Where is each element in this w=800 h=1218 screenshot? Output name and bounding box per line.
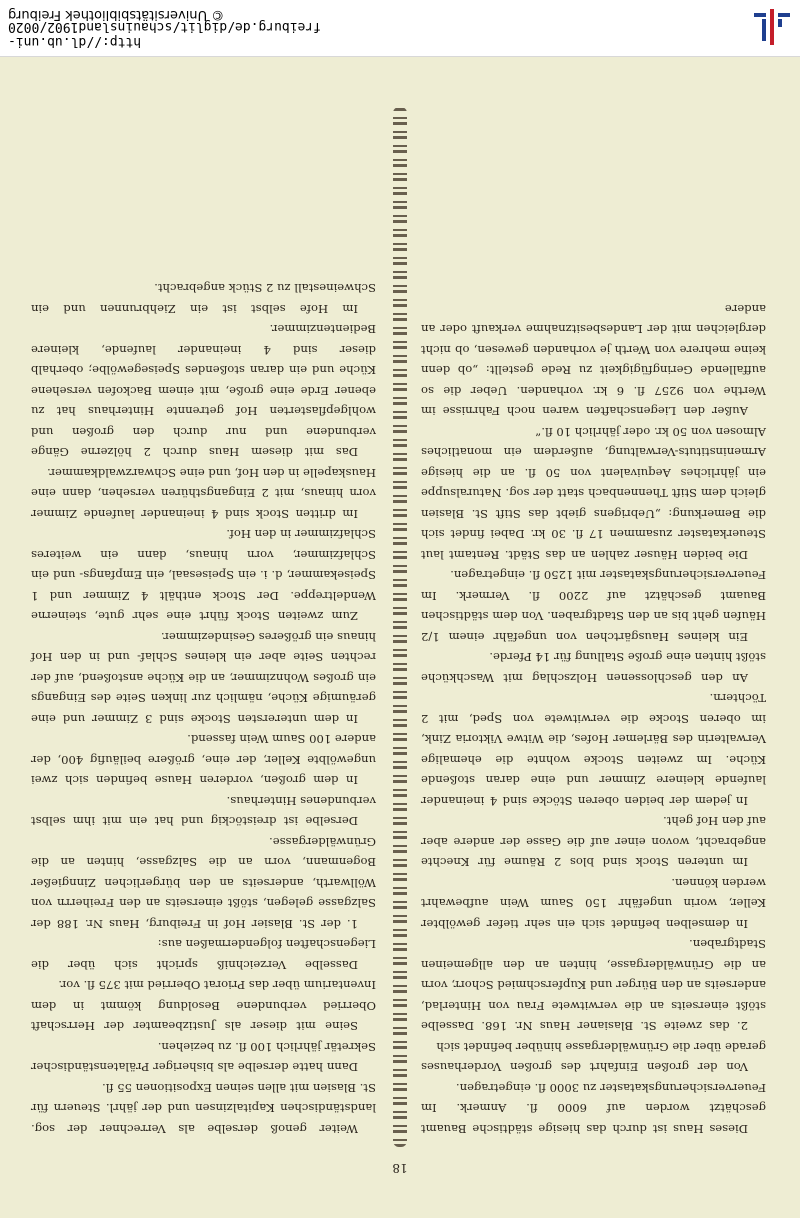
viewer-header	[0, 0, 800, 57]
paragraph: In dem großen, vorderen Hause befinden sich zwei ungewölbte Keller, der eine, größere beiläufig 400, der andere 100 Saum Wein fassend.	[31, 732, 376, 788]
paragraph: Zum zweiten Stock führt eine sehr gute, steinerne Wendeltreppe. Der Stock enthält 4 Zimmer und 1 Speisekammer, d. i. ein Speisesaal, ein Empfangs- und ein Schlafzimmer, vorn hinaus, dann ein weiteres Schlafzimmer in den Hof.	[31, 527, 376, 624]
paragraph: 2. das zweite St. Blasianer Haus Nr. 168. Dasselbe stößt einerseits an die verwitwete Frau von Hinterlad, anderseits an den Bürger und Kupferschmied Schorr, vorn an die Grünwäldergasse, hinten an den allgemeinen Stadtgraben.	[421, 937, 766, 1034]
paragraph: Dieses Haus ist durch das hiesige städtische Bauamt geschätzt worden auf 6000 fl. Anmerk. Im Feuerversicherungskataster zu 3000 fl. eingetragen.	[421, 1081, 766, 1136]
paragraph: Seine mit dieser als Justizbeamter der Herrschaft Oberried verbundene Besoldung kömmt in dem Inventarium über das Priorat Oberried mit 375 fl. vor.	[31, 978, 376, 1034]
paragraph: Dann hatte derselbe als bisheriger Prälatenständischer Sekretär jährlich 100 fl. zu beziehen.	[31, 1040, 376, 1075]
copyright-credit: © Universitätsbibliothek Freiburg	[8, 7, 225, 22]
paragraph: Die beiden Häuser zahlen an das Städt. Rentamt laut Steuerkataster zusammen 17 fl. 30 kr. Dabei findet sich die Bemerkung: „Uebrigens giebt das Stift St. Blasien gleich dem Stift Thennenbach statt der sog. Naturalsuppe ein jährliches Aequivalent von 50 fl. an die hiesige Armeninstituts-Verwaltung, außerdem ein monatliches Almosen von 50 kr. oder jährlich 10 fl.“	[421, 425, 766, 562]
paragraph: Derselbe ist dreistöckig und hat ein mit ihm selbst verbundenes Hinterhaus.	[31, 794, 376, 829]
left-text-column	[421, 299, 766, 1140]
page-number: 18	[392, 1161, 408, 1175]
paragraph: In jedem der beiden oberen Stöcke sind 4 ineinander laufende kleinere Zimmer und eine daran stoßende Küche. Im zweiten Stocke wohnte die ehemalige Verwalterin des Bärlemer Hofes, die Witwe Viktoria Zink, im oberen Stocke die verwitwete von Sped, mit 2 Töchtern.	[421, 691, 766, 808]
paragraph: 1. der St. Blasier Hof in Freiburg, Haus Nr. 188 der Salzgasse gelegen, stößt einerseits an den Freiherrn von Wöllwarth, anderseits an den bürgerlichen Zinngießer Bogenmann, vorn an die Salzgasse, hinten an die Grünwäldergasse.	[31, 835, 376, 931]
paragraph: Im Hofe selbst ist ein Ziehbrunnen und ein Schweinestall zu 2 Stück angebracht.	[31, 281, 376, 316]
paragraph: In demselben befindet sich ein sehr tiefer gewölbter Keller, worin ungefähr 150 Saum Wein aufbewahrt werden können.	[421, 876, 766, 931]
paragraph: In dem unterersten Stocke sind 3 Zimmer und eine geräumige Küche, nämlich zur linken Seite des Eingangs ein großes Wohnzimmer, an die Küche anstoßend, auf der rechten Seite aber ein kleines Schlaf- und in den Hof hinaus ein größeres Gesindezimmer.	[31, 630, 376, 726]
paragraph: Weiter genoß derselbe als Verrechner der sog. landständischen Kapitalzinsen und der jährl. Steuern für St. Blasien mit allen seinen Expositionen 55 fl.	[31, 1081, 376, 1136]
paragraph: Von der großen Einfahrt des großen Vorderhauses gerade über die Grünwäldergasse hinüber befindet sich	[421, 1040, 766, 1075]
university-logo-icon	[752, 7, 792, 47]
paragraph: Dasselbe Verzeichniß spricht sich über die Liegenschaften folgendermaßen aus:	[31, 937, 376, 972]
paragraph: Im dritten Stock sind 4 ineinander laufende Zimmer vorn hinaus, mit 2 Eingangsthüren versehen, dann eine Hauskapelle in den Hof, und eine Schwarzwaldkammer.	[31, 466, 376, 521]
scanned-page	[0, 57, 800, 1218]
document-url-link[interactable]: http://dl.ub.uni-freiburg.de/diglit/schauinsland1902/0020	[8, 19, 322, 49]
paragraph: Im unteren Stock sind blos 2 Räume für Knechte angebracht, wovon einer auf die Gasse der andere aber auf den Hof geht.	[421, 814, 766, 870]
paragraph: An den geschlossenen Holzschlag mit Waschküche stößt hinten eine große Stallung für 14 Pferde.	[421, 650, 766, 685]
paragraph: Das mit diesem Haus durch 2 hölzerne Gänge verbundene und nur durch den großen und wohlgepflasterten Hof getrennte Hinterhaus hat zu ebener Erde eine große, mit einem Backofen versehene Küche und ein daran stoßendes Speisegewölbe; oberhalb dieser sind 4 ineinander laufende, kleinere Bedientenzimmer.	[31, 322, 376, 460]
right-text-column	[31, 278, 376, 1139]
ornamental-column-divider	[393, 107, 407, 1147]
page-content-upside-down	[0, 56, 800, 1217]
paragraph: Ein kleines Hausgärtchen von ungefähr einem 1/2 Häufen geht bis an den Stadtgraben. Von dem städtischen Bauamt geschätzt auf 2200 fl. Vermerk. Im Feuerversicherungskataster mit 1250 fl. eingetragen.	[421, 568, 766, 644]
paragraph: Außer den Liegenschaften waren noch Fahrnisse im Werthe von 9257 fl. 6 kr. vorhanden. Ueber die so auffallende Geringfügigkeit zu Rede gestellt: „ob denn keine mehrere von Werth je vorhanden gewesen, ob nicht dergleichen mit der Landesbesitznahme verkauft oder an andere	[421, 302, 766, 419]
